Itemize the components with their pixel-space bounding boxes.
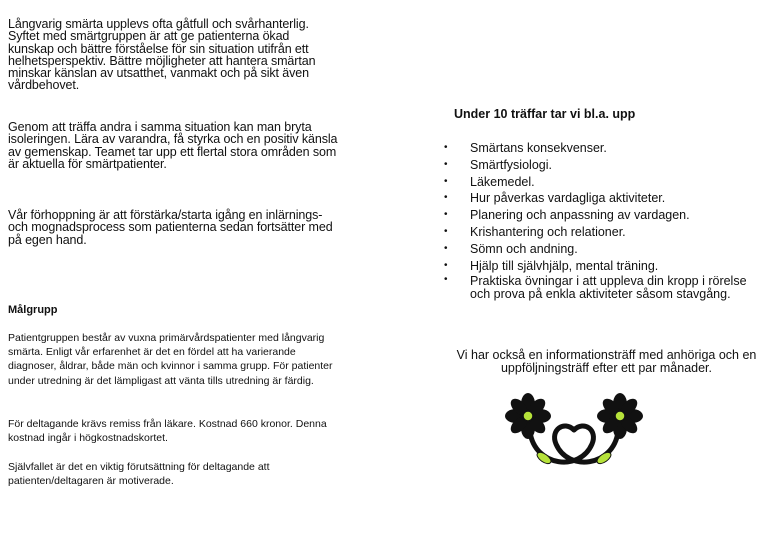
bullet-icon: • (444, 259, 448, 271)
list-item: • Praktiska övningar i att uppleva din kropp i rörelse och prova på enkla aktiviteter såsom stavgång. (444, 274, 747, 301)
community-paragraph: Genom att träffa andra i samma situation kan man bryta isoleringen. Lära av varandra, få styrka och en positiv känsla av gemenskap. Teamet tar upp ett flertal stora områden som är aktuella för smärtpatienter. (8, 120, 338, 171)
bullet-icon: • (444, 209, 448, 221)
list-item: • Hjälp till självhjälp, mental träning. (444, 258, 659, 273)
list-item: • Sömn och andning. (444, 241, 578, 256)
bullet-icon: • (444, 158, 448, 170)
hope-paragraph: Vår förhoppning är att förstärka/starta igång en inlärnings- och mognadsprocess som patienterna sedan fortsätter med på egen hand. (8, 208, 333, 247)
bullet-icon: • (444, 274, 448, 286)
referral-paragraph: För deltagande krävs remiss från läkare. Kostnad 660 kronor. Denna kostnad ingår i högkostnadskortet. (8, 418, 327, 444)
list-item: • Hur påverkas vardagliga aktiviteter. (444, 191, 666, 206)
bullet-icon: • (444, 242, 448, 254)
bullet-icon: • (444, 175, 448, 187)
motivation-paragraph: Självfallet är det en viktig förutsättning för deltagande att patienten/deltagaren är motiverade. (8, 461, 270, 487)
topics-list (444, 140, 764, 300)
list-item: • Smärtans konsekvenser. (444, 141, 607, 155)
leaf-icon (535, 450, 553, 466)
list-item: • Planering och anpassning av vardagen. (444, 208, 690, 223)
leaf-icon (595, 450, 613, 466)
bullet-icon: • (444, 225, 448, 237)
list-item: • Läkemedel. (444, 174, 535, 189)
intro-paragraph: Långvarig smärta upplevs ofta gåtfull och svårhanterlig. Syftet med smärtgruppen är att ge patienterna ökad kunskap och bättre förståelse för sin situation utifrån ett helhetsperspektiv. Bättre möjligheter att hantera smärtan minskar känslan av utsatthet, vanmakt och på sikt även vårdbehovet. (8, 17, 316, 93)
bullet-icon: • (444, 142, 448, 153)
flower-icon (597, 393, 643, 439)
flower-icon (505, 393, 551, 439)
topics-heading: Under 10 träffar tar vi bl.a. upp (454, 107, 636, 121)
target-group-heading: Målgrupp (8, 304, 58, 316)
target-group-paragraph: Patientgruppen består av vuxna primärvårdspatienter med långvarig smärta. Enligt vår erfarenhet är det en fördel att ha varierande diagnoser, åldrar, både män och kvinnor i samma grupp. För patienter under utredning är det lämpligast att vänta tills utredning är färdig. (8, 332, 333, 387)
flowers-illustration (500, 392, 648, 478)
list-item: • Smärtfysiologi. (444, 157, 552, 172)
bullet-icon: • (444, 192, 448, 204)
list-item: • Krishantering och relationer. (444, 224, 626, 239)
closing-paragraph: Vi har också en informationsträff med anhöriga och en uppföljningsträff efter ett par månader. (456, 347, 757, 375)
